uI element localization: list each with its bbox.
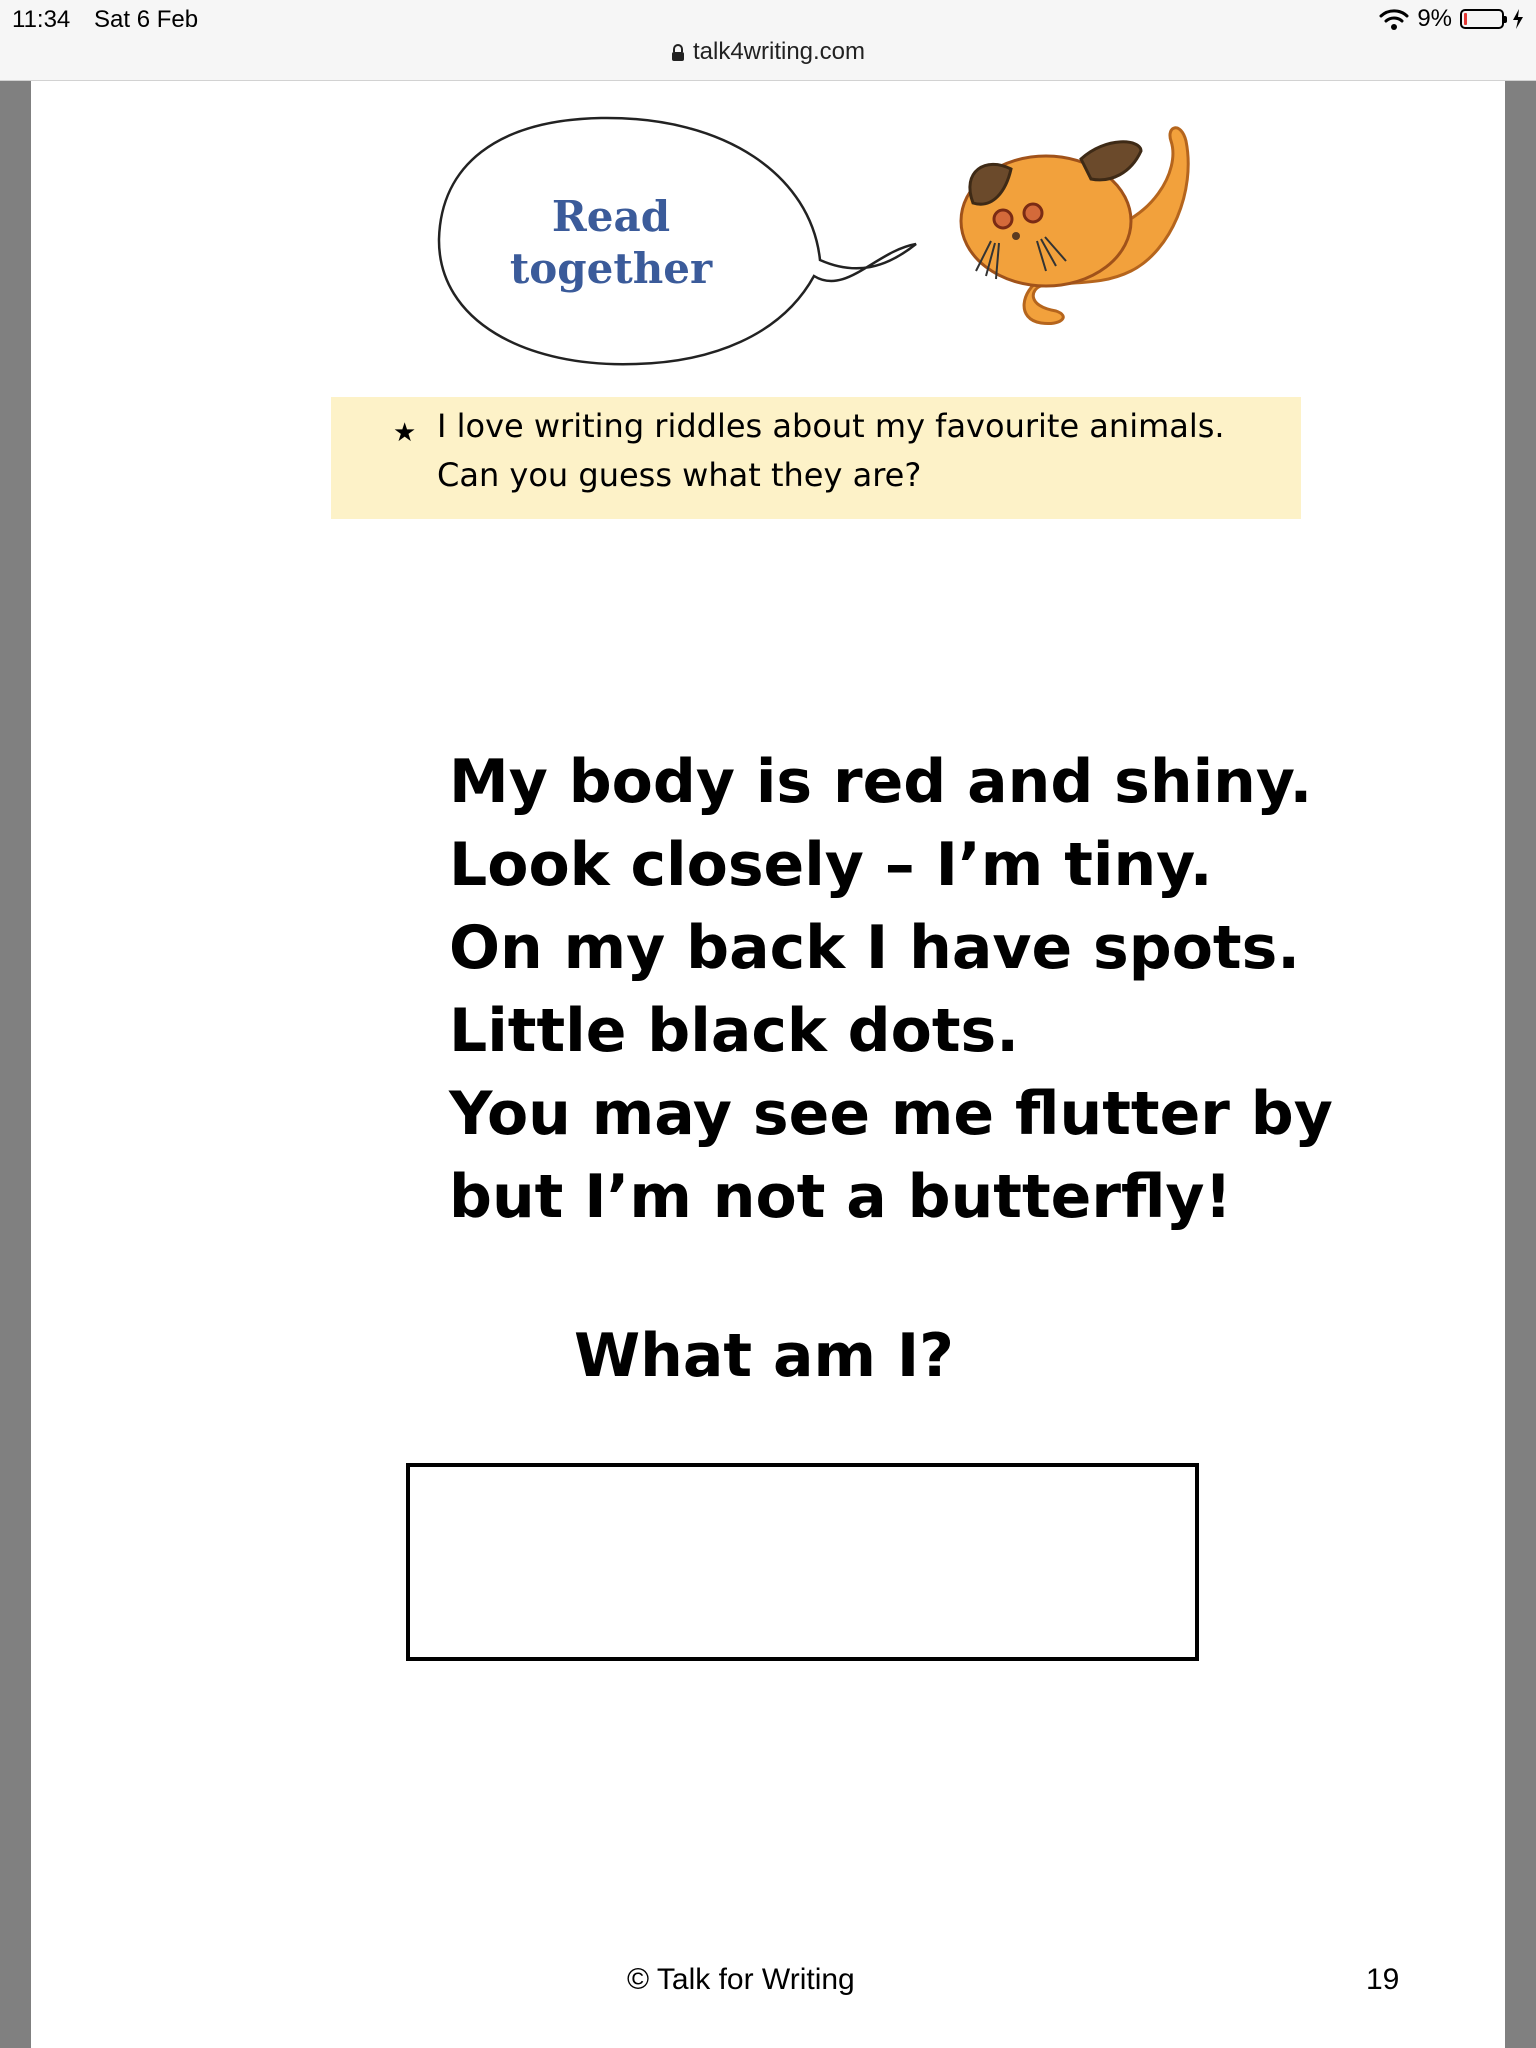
mouse-illustration [931, 111, 1261, 371]
riddle-line: but I’m not a butterfly! [449, 1162, 1232, 1232]
lock-icon [671, 44, 685, 62]
intro-line-2: Can you guess what they are? [437, 456, 922, 494]
bubble-line-together: together [509, 244, 713, 293]
status-date: Sat 6 Feb [94, 6, 199, 33]
footer-copyright: © Talk for Writing [627, 1963, 855, 1996]
wifi-icon [1379, 8, 1409, 30]
battery-icon [1460, 9, 1504, 29]
battery-percent: 9% [1417, 5, 1452, 32]
intro-line-1: I love writing riddles about my favourite animals. [437, 407, 1225, 445]
riddle-line: Look closely – I’m tiny. [449, 830, 1213, 900]
url-text[interactable]: talk4writing.com [692, 38, 866, 65]
document-page [31, 81, 1505, 2048]
status-indicators [1379, 5, 1524, 33]
riddle-line: You may see me flutter by [449, 1079, 1333, 1149]
riddle-text [449, 741, 1333, 1239]
status-bar [0, 0, 1536, 81]
status-time: 11:34 [12, 6, 71, 33]
answer-box[interactable] [406, 1463, 1199, 1661]
bubble-line-read: Read [551, 192, 671, 241]
speech-bubble-text [501, 191, 721, 295]
riddle-line: My body is red and shiny. [449, 747, 1313, 817]
riddle-question: What am I? [574, 1321, 954, 1391]
riddle-line: Little black dots. [449, 996, 1020, 1066]
star-bullet-icon: ★ [393, 418, 417, 448]
page-number: 19 [1366, 1963, 1400, 1996]
battery-level [1464, 13, 1467, 25]
address-bar[interactable] [0, 38, 1536, 66]
riddle-line: On my back I have spots. [449, 913, 1301, 983]
charging-bolt-icon [1512, 9, 1524, 29]
